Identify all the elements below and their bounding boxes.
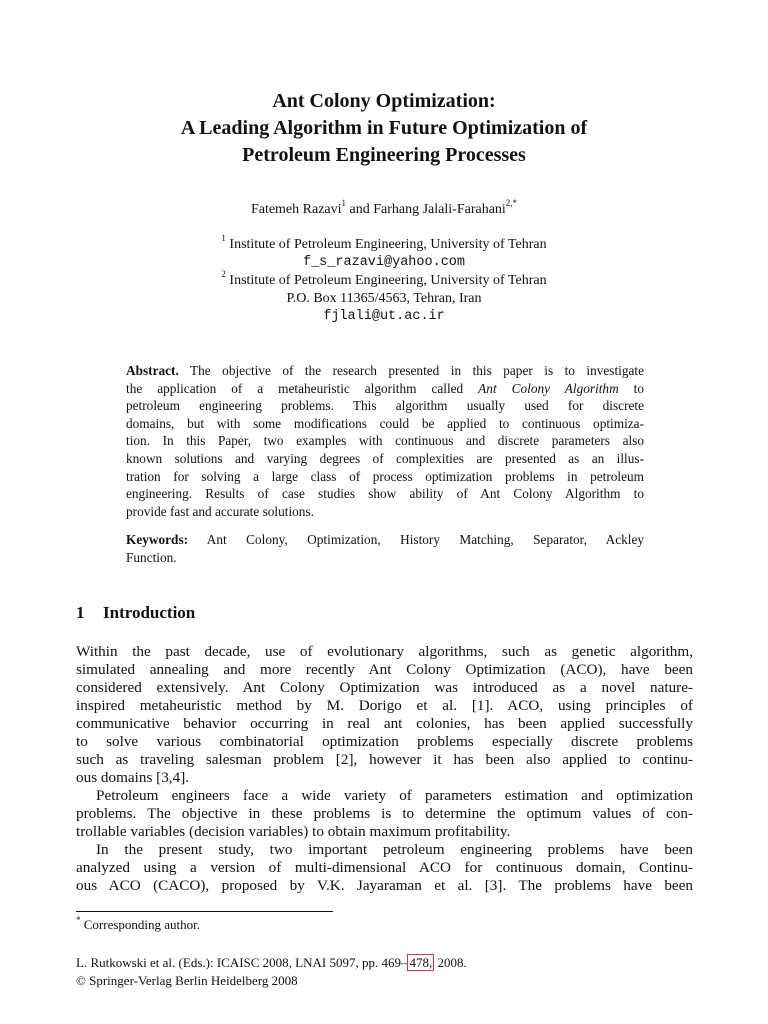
body-line: Petroleum engineers face a wide variety of parameters estimation and optimization <box>96 787 693 804</box>
affiliation-2 <box>0 269 768 290</box>
abstract <box>126 362 644 520</box>
section-number: 1 <box>76 603 85 622</box>
abstract-line: engineering. Results of case studies show ability of Ant Colony Algorithm to <box>126 486 644 502</box>
algorithm-name: Ant Colony Algorithm <box>478 380 619 396</box>
keywords-line: Function. <box>126 549 177 565</box>
citation-block <box>76 954 467 990</box>
body-line: ous domains [3,4]. <box>76 769 190 786</box>
body-line: communicative behavior occurring in real ant colonies, has been applied successfully <box>76 715 693 732</box>
title-line-1: Ant Colony Optimization: <box>272 90 496 112</box>
email-link[interactable]: fjlali@ut.ac.ir <box>323 309 445 324</box>
body-line: inspired metaheuristic method by M. Dorigo et al. [1]. ACO, using principles of <box>76 697 693 714</box>
section-title: Introduction <box>103 603 196 622</box>
citation-line: L. Rutkowski et al. (Eds.): ICAISC 2008, LNAI 5097, pp. 469– 478, 2008. <box>76 955 467 970</box>
affiliation-text: Institute of Petroleum Engineering, University of Tehran <box>225 237 547 252</box>
body-line: considered extensively. Ant Colony Optimization was introduced as a novel nature- <box>76 679 693 696</box>
author-name: Farhang Jalali-Farahani <box>373 202 506 217</box>
abstract-line: provide fast and accurate solutions. <box>126 503 314 519</box>
copyright-line: © Springer-Verlag Berlin Heidelberg 2008 <box>76 973 298 988</box>
abstract-label: Abstract. <box>126 363 179 378</box>
body-line: problems. The objective in these problems is to determine the optimum values of con- <box>76 805 693 822</box>
body-line: In the present study, two important petroleum engineering problems have been <box>96 841 693 858</box>
abstract-line: tration for solving a large class of process optimization problems in petroleum <box>126 468 644 484</box>
affiliation-marker: 1 <box>341 198 347 209</box>
abstract-line: petroleum engineering problems. This algorithm usually used for discrete <box>126 398 644 414</box>
abstract-line: domains, but with some modifications could be applied to continuous optimiza- <box>126 415 644 431</box>
body-line: analyzed using a version of multi-dimensional ACO for continuous domain, Continu- <box>76 859 693 876</box>
author-list <box>0 198 768 219</box>
body-line: simulated annealing and more recently Ant Colony Optimization (ACO), have been <box>76 661 693 678</box>
title-line-3: Petroleum Engineering Processes <box>242 144 526 166</box>
body-line: ous ACO (CACO), proposed by V.K. Jayaraman et al. [3]. The problems have been <box>76 877 693 894</box>
body-line: Within the past decade, use of evolutionary algorithms, such as genetic algorithm, <box>76 643 693 660</box>
email-link[interactable]: f_s_razavi@yahoo.com <box>302 255 466 270</box>
keywords-label: Keywords: <box>126 532 189 547</box>
affiliation-text: Institute of Petroleum Engineering, University of Tehran <box>225 273 547 288</box>
author-name: Fatemeh Razavi <box>250 202 342 217</box>
title-line-2: A Leading Algorithm in Future Optimization of <box>180 117 588 139</box>
body-line: such as traveling salesman problem [2], however it has been also applied to continu- <box>76 751 693 768</box>
footnote-marker: * <box>76 914 81 925</box>
abstract-line: the application of a metaheuristic algorithm called Ant Colony Algorithm to <box>126 380 645 396</box>
affiliation-marker: 1 <box>221 233 226 244</box>
abstract-line: known solutions and varying degrees of complexities are presented as an illus- <box>126 450 644 466</box>
body-line: to solve various combinatorial optimization problems especially discrete problems <box>76 733 693 750</box>
keywords-line: Keywords: Ant Colony, Optimization, History Matching, Separator, Ackley <box>126 532 644 547</box>
abstract-line: Abstract. The objective of the research presented in this paper is to investigate <box>126 363 644 378</box>
author-conjunction: and <box>346 202 374 217</box>
footnote <box>76 916 200 934</box>
paper-title <box>0 88 768 169</box>
affiliations <box>0 233 768 326</box>
keywords <box>126 531 644 566</box>
postal-address: P.O. Box 11365/4563, Tehran, Iran <box>286 291 482 306</box>
affiliation-marker: 2 <box>221 269 226 280</box>
body-line: trollable variables (decision variables) to obtain maximum profitability. <box>76 823 511 840</box>
abstract-line: tion. In this Paper, two examples with continuous and discrete parameters also <box>126 433 644 449</box>
affiliation-marker: 2,* <box>505 198 518 209</box>
footnote-text: Corresponding author. <box>80 917 201 932</box>
footnote-divider <box>76 911 333 912</box>
affiliation-1 <box>0 233 768 254</box>
body-text <box>76 643 693 895</box>
section-heading <box>76 603 195 623</box>
page-range-link[interactable]: 478, <box>409 955 433 970</box>
